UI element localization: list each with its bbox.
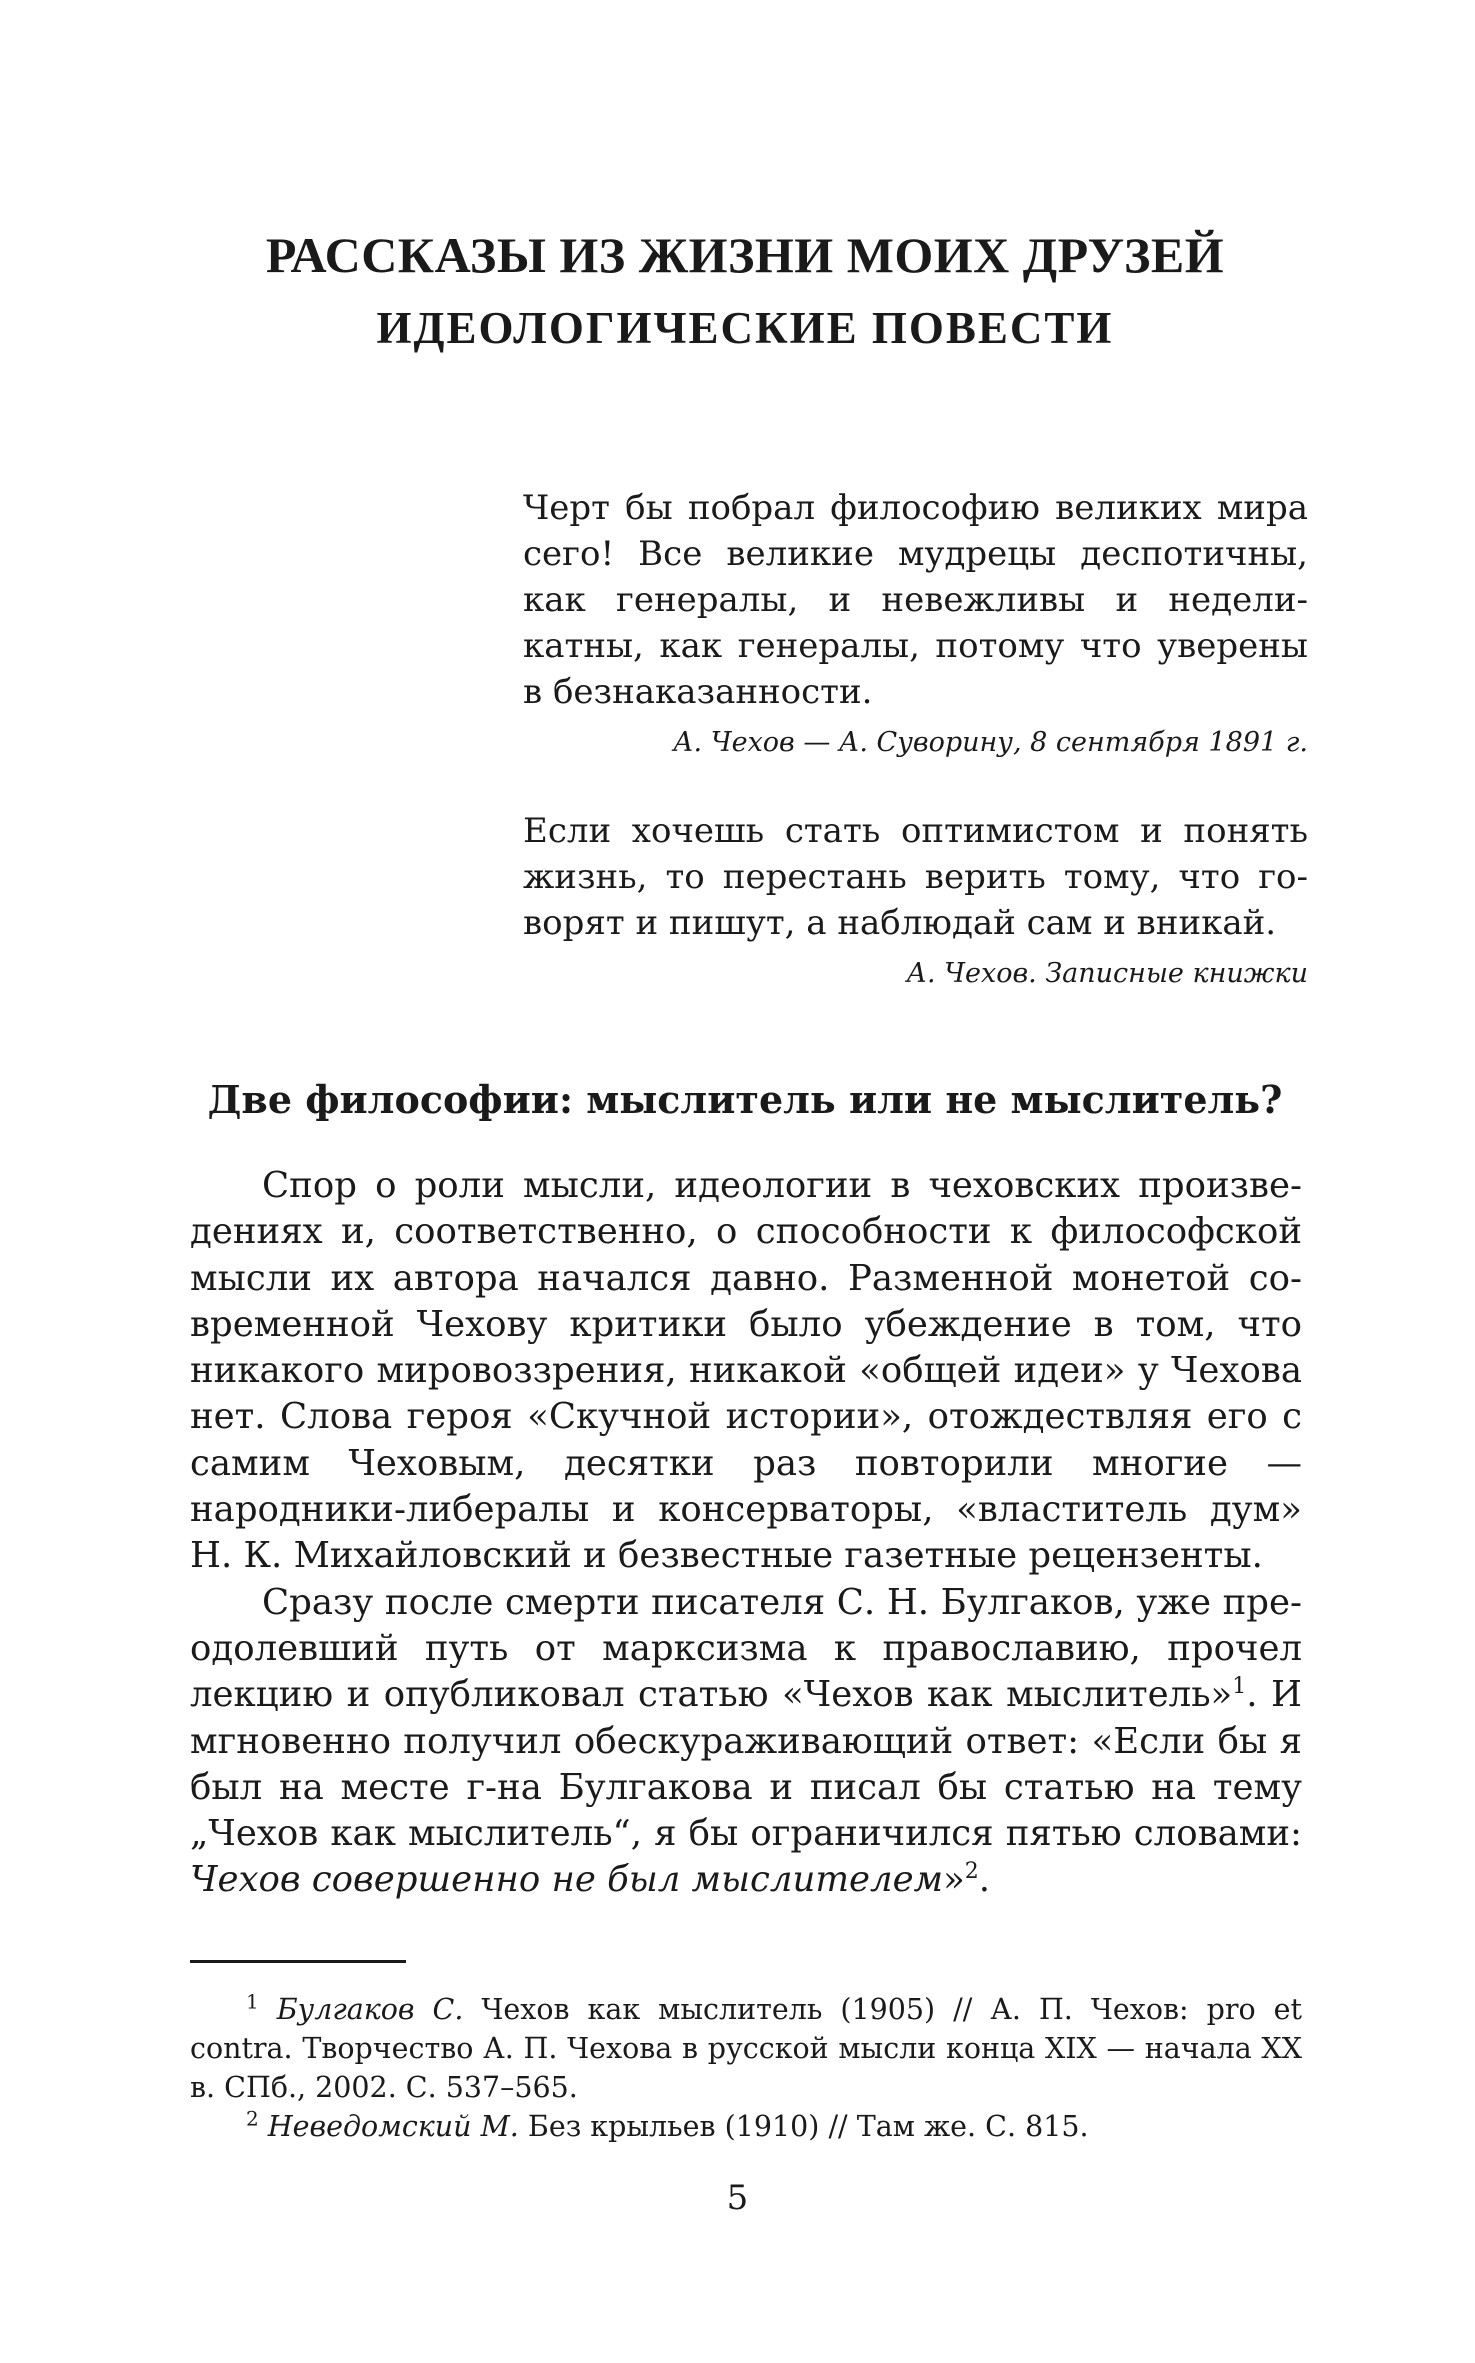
- footnotes: [190, 1990, 1302, 2146]
- paragraph-text: . И мгновенно получил обескураживающий ответ: «Если бы я был на месте г-на Булгакова и писал бы статью на тему „Чехов как мыслитель“, я бы ограничился пятью словами:: [190, 1674, 1302, 1855]
- epigraph: [523, 485, 1308, 761]
- epigraph-text: Черт бы побрал философию великих мира сего! Все великие мудрецы деспотичны, как генералы, и невежливы и неделикатны, как генералы, потому что уверены в безнаказанности.: [523, 488, 1308, 712]
- section-heading: Две философии: мыслитель или не мыслитель?: [207, 1077, 1283, 1122]
- footnote-marker: 2: [246, 2106, 259, 2131]
- page-number: 5: [726, 2178, 749, 2218]
- paragraph: [190, 1580, 1302, 1904]
- paragraph: Спор о роли мысли, идеологии в чеховских произведениях и, соответственно, о способности к философской мысли их автора начался давно. Разменной монетой современной Чехову критики было убеждение в том, что никакого мировоззрения, никакой «общей идеи» у Чехова нет. Слова героя «Скучной истории», отождествляя его с самим Чеховым, десятки раз повторили многие — народники-либералы и консерваторы, «властитель дум» Н. К. Михайловский и безвестные газетные рецензенты.: [190, 1165, 1302, 1577]
- paragraph-end: .: [978, 1859, 991, 1901]
- chapter-subtitle: ИДЕОЛОГИЧЕСКИЕ ПОВЕСТИ: [376, 303, 1114, 353]
- epigraph: [523, 808, 1308, 992]
- italic-quote: Чехов совершенно не был мыслителем: [190, 1859, 944, 1901]
- paragraph-text: Сразу после смерти писателя С. Н. Булгаков, уже преодолевший путь от марксизма к православию, прочел лекцию и опубликовал статью «Чехов как мыслитель»: [190, 1581, 1302, 1716]
- footnote: [190, 2107, 1302, 2146]
- body-text: [190, 1163, 1302, 1904]
- footnote-text: Чехов как мыслитель (1905) // А. П. Чехов: pro et contra. Творчество А. П. Чехова в русской мысли конца XIX — начала XX в. СПб., 2002. С. 537–565.: [190, 1993, 1302, 2104]
- footnote-author: Булгаков С.: [276, 1993, 464, 2026]
- footnote-divider: [190, 1960, 406, 1963]
- epigraph-source: А. Чехов — А. Суворину, 8 сентября 1891 г.: [673, 727, 1308, 758]
- epigraph-text: Если хочешь стать оптимистом и понять жизнь, то перестань верить тому, что говорят и пишут, а наблюдай сам и вникай.: [523, 811, 1308, 943]
- closing-quote: »: [943, 1859, 965, 1901]
- footnote: [190, 1990, 1302, 2107]
- epigraph-source: А. Чехов. Записные книжки: [906, 958, 1308, 989]
- footnote-author: Неведомский М.: [267, 2110, 519, 2143]
- chapter-title: РАССКАЗЫ ИЗ ЖИЗНИ МОИХ ДРУЗЕЙ: [265, 227, 1225, 283]
- footnote-ref[interactable]: 2: [964, 1859, 979, 1885]
- footnote-text: Без крыльев (1910) // Там же. С. 815.: [518, 2110, 1089, 2143]
- footnote-marker: 1: [246, 1989, 259, 2014]
- footnote-ref[interactable]: 1: [1232, 1674, 1247, 1700]
